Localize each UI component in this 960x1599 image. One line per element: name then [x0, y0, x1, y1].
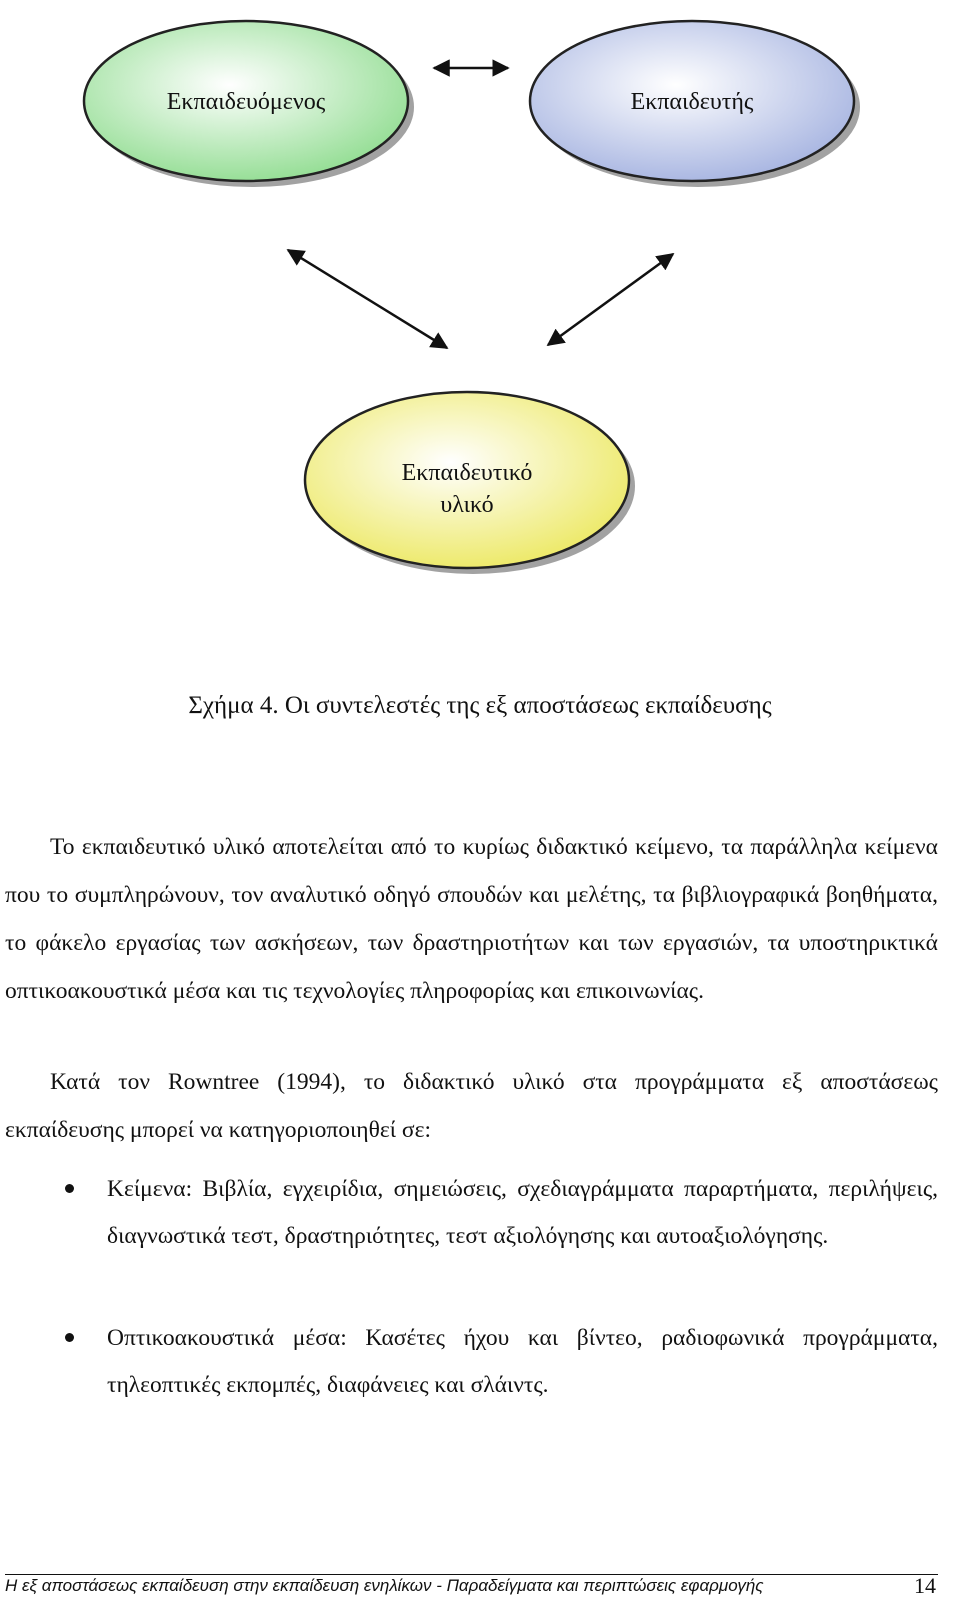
bullet-icon	[65, 1333, 74, 1342]
bullet-text-1: Κείμενα: Βιβλία, εγχειρίδια, σημειώσεις, σχεδιαγράμματα παραρτήματα, περιλήψεις, διαγνωστικά τεστ, δραστηριότητες, τεστ αξιολόγησης και αυτοαξιολόγησης.	[107, 1176, 938, 1249]
paragraph-2: Κατά τον Rowntree (1994), το διδακτικό υλικό στα προγράμματα εξ αποστάσεως εκπαίδευσης μπορεί να κατηγοριοποιηθεί σε:	[5, 1069, 938, 1143]
learner-material-arrow	[288, 250, 447, 348]
paragraph-1: Το εκπαιδευτικό υλικό αποτελείται από το κυρίως διδακτικό κείμενο, τα παράλληλα κείμενα που το συμπληρώνουν, τον αναλυτικό οδηγό σπουδών και μελέτης, τα βιβλιογραφικά βοηθήματα, το φάκελο εργασίας των ασκήσεων, των δραστηριοτήτων και των εργασιών, τα υποστηρικτικά οπτικοακουστικά μέσα και τις τεχνολογίες πληροφορίας και επικοινωνίας.	[5, 834, 938, 1004]
material-label	[317, 457, 617, 521]
bullet-item-1	[65, 1166, 938, 1260]
learner-label: Εκπαιδευόμενος	[166, 89, 326, 115]
material-label-line1: Εκπαιδευτικό	[401, 460, 533, 486]
bullet-item-2	[65, 1315, 938, 1409]
footer-title: Η εξ αποστάσεως εκπαίδευση στην εκπαίδευση ενηλίκων - Παραδείγματα και περιπτώσεις εφαρμογής	[5, 1576, 764, 1595]
bullet-icon	[65, 1184, 74, 1193]
teacher-label: Εκπαιδευτής	[630, 89, 754, 115]
teacher-material-arrow	[548, 254, 673, 345]
material-label-line2: υλικό	[440, 492, 494, 518]
page-number: 14	[914, 1573, 936, 1598]
bullet-text-2: Οπτικοακουστικά μέσα: Κασέτες ήχου και βίντεο, ραδιοφωνικά προγράμματα, τηλεοπτικές εκπομπές, διαφάνειες και σλάιντς.	[107, 1325, 938, 1398]
figure-caption: Σχήμα 4. Οι συντελεστές της εξ αποστάσεως εκπαίδευσης	[188, 692, 772, 719]
